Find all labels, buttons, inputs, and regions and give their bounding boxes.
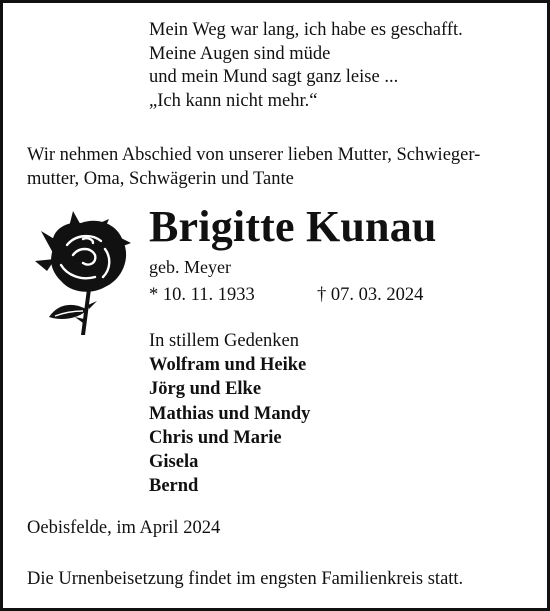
mourner-list	[149, 353, 310, 498]
mourner-name: Chris und Marie	[149, 427, 282, 448]
mourner-name: Gisela	[149, 452, 199, 473]
mourners	[149, 329, 310, 498]
maiden-name: geb. Meyer	[149, 257, 231, 277]
mourner-name: Wolfram und Heike	[149, 355, 307, 376]
farewell-intro	[27, 143, 533, 191]
poem-line: Mein Weg war lang, ich habe es geschafft.	[149, 20, 463, 40]
place-and-date: Oebisfelde, im April 2024	[27, 518, 221, 538]
poem-line: und mein Mund sagt ganz leise ...	[149, 67, 399, 87]
mourner-name: Bernd	[149, 476, 199, 497]
poem-line: „Ich kann nicht mehr.“	[149, 90, 318, 111]
deceased-name: Brigitte Kunau	[149, 202, 437, 251]
mourner-name: Mathias und Mandy	[149, 403, 311, 424]
poem	[149, 19, 463, 113]
rose-icon	[31, 209, 141, 335]
mourners-heading: In stillem Gedenken	[149, 331, 300, 351]
death-date: † 07. 03. 2024	[317, 285, 424, 305]
poem-line: Meine Augen sind müde	[149, 43, 331, 64]
intro-line: mutter, Oma, Schwägerin und Tante	[27, 169, 294, 189]
burial-note: Die Urnenbeisetzung findet im engsten Familienkreis statt.	[27, 569, 464, 589]
birth-date: * 10. 11. 1933	[149, 285, 255, 305]
mourner-name: Jörg und Elke	[149, 379, 262, 400]
intro-line: Wir nehmen Abschied von unserer lieben Mutter, Schwieger-	[27, 145, 481, 165]
